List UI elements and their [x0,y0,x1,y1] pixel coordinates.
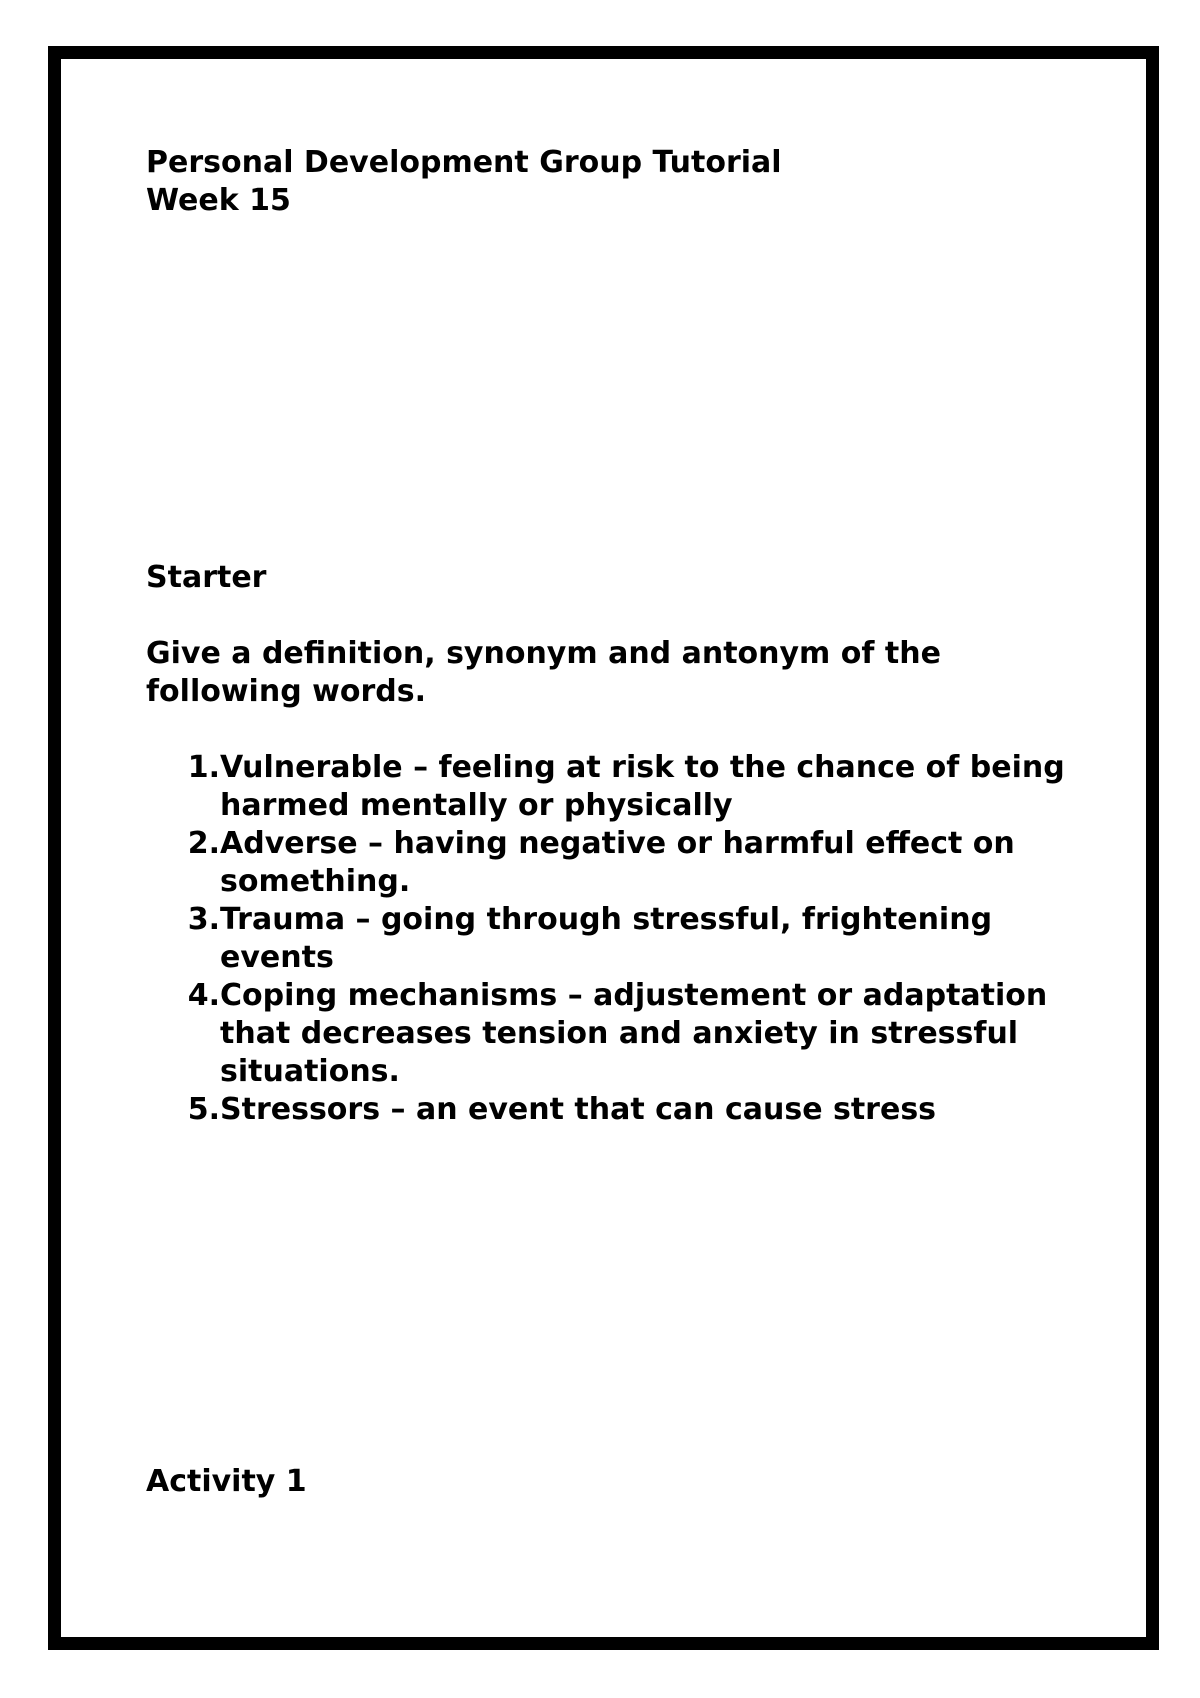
definition-text: Stressors – an event that can cause stress [220,1092,937,1127]
starter-heading: Starter [146,560,267,595]
page-title: Personal Development Group Tutorial [146,145,782,180]
definition-number: 2. [187,826,220,861]
definition-item [146,749,1066,825]
definition-text: Adverse – having negative or harmful effect on something. [220,826,1015,899]
definition-item [146,1091,1066,1129]
definition-number: 3. [187,902,220,937]
starter-instructions: Give a definition, synonym and antonym of the following words. [146,636,941,709]
definition-item [146,825,1066,901]
definition-text: Trauma – going through stressful, frightening events [220,902,993,975]
definition-number: 5. [187,1092,220,1127]
definitions-list [146,749,1066,1129]
activity-heading: Activity 1 [146,1464,307,1499]
definition-item [146,901,1066,977]
definition-text: Vulnerable – feeling at risk to the chance of being harmed mentally or physically [220,750,1065,823]
definition-text: Coping mechanisms – adjustement or adaptation that decreases tension and anxiety in stressful situations. [220,978,1048,1089]
document-title-block [146,144,1046,220]
definition-number: 4. [187,978,220,1013]
definition-number: 1. [187,750,220,785]
week-label: Week 15 [146,183,291,218]
definition-item [146,977,1066,1091]
